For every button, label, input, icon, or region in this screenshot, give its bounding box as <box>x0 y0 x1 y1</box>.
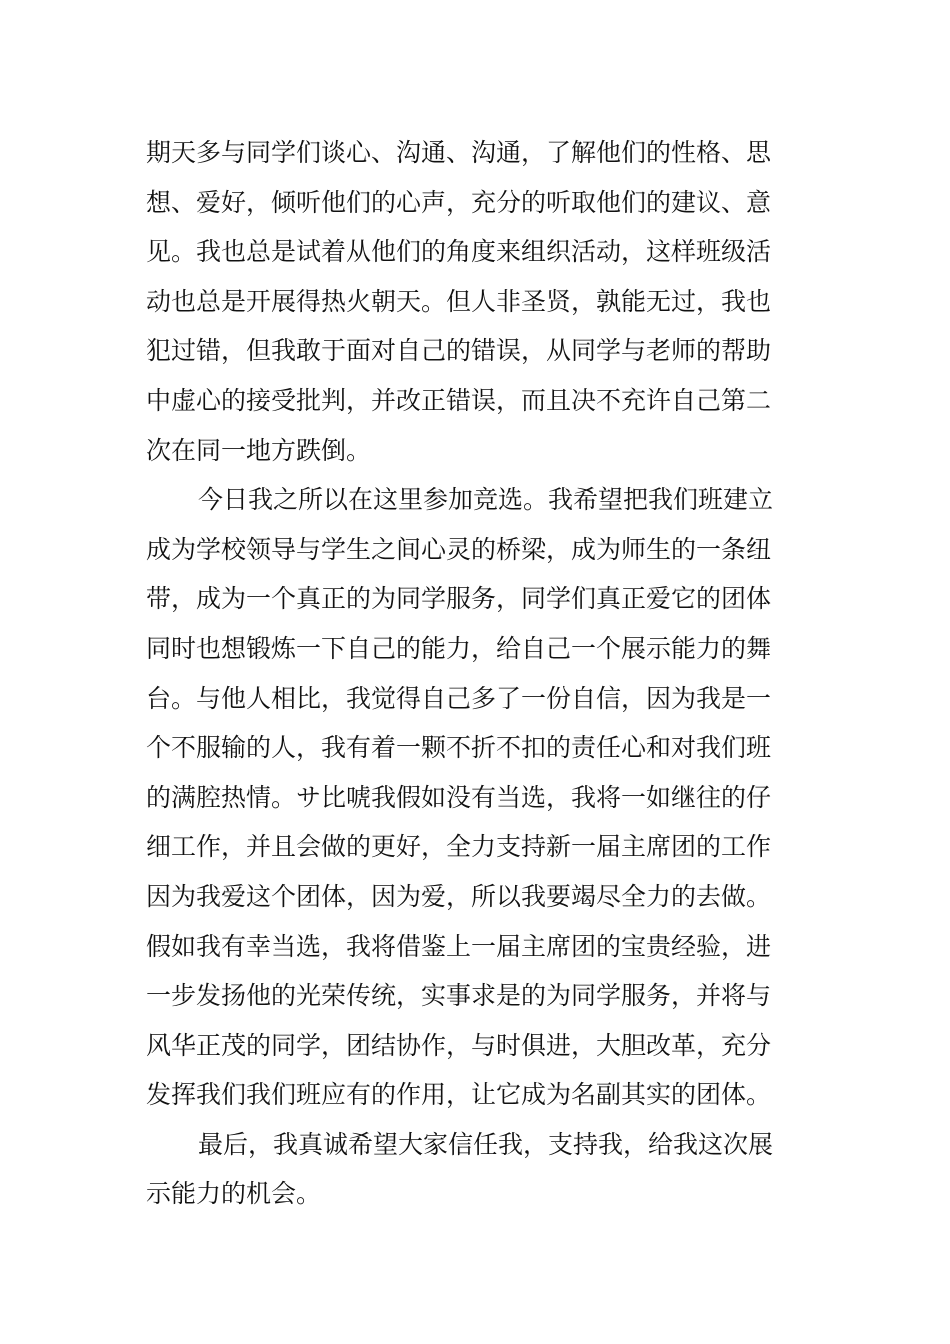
document-page <box>146 128 806 1219</box>
text-line: 台。与他人相比，我觉得自己多了一份自信，因为我是一 <box>146 683 772 713</box>
text-line: 发挥我们我们班应有的作用，让它成为名副其实的团体。 <box>146 1080 772 1110</box>
text-line: 期天多与同学们谈心、沟通、沟通，了解他们的性格、思 <box>146 138 772 167</box>
text-line: 示能力的机会。 <box>146 1179 322 1209</box>
text-line: 见。我也总是试着从他们的角度来组织活动，这样班级活 <box>146 237 772 267</box>
text-line: 次在同一地方跌倒。 <box>146 435 372 465</box>
paragraph-start-line: 最后，我真诚希望大家信任我，支持我，给我这次展 <box>198 1129 774 1159</box>
text-line: 中虚心的接受批判，并改正错误，而且决不充许自己第二 <box>146 385 772 415</box>
text-line: 带，成为一个真正的为同学服务，同学们真正爱它的团体 <box>146 584 772 614</box>
text-line: 成为学校领导与学生之间心灵的桥梁，成为师生的一条纽 <box>146 534 772 564</box>
text-line: 因为我爱这个团体，因为爱，所以我要竭尽全力的去做。 <box>146 881 772 911</box>
text-line: 一步发扬他的光荣传统，实事求是的为同学服务，并将与 <box>146 981 772 1011</box>
text-line: 想、爱好，倾听他们的心声，充分的听取他们的建议、意 <box>146 187 772 217</box>
text-line: 个不服输的人，我有着一颗不折不扣的责任心和对我们班 <box>146 733 772 763</box>
text-line: 犯过错，但我敢于面对自己的错误，从同学与老师的帮助 <box>146 336 772 366</box>
paragraph-start-line: 今日我之所以在这里参加竞选。我希望把我们班建立 <box>198 485 774 515</box>
text-line: 的满腔热情。サ比唬我假如没有当选，我将一如继往的仔 <box>146 782 772 812</box>
text-line: 细工作，并且会做的更好，全力支持新一届主席团的工作 <box>146 832 772 862</box>
text-line: 动也总是开展得热火朝天。但人非圣贤，孰能无过，我也 <box>146 286 772 316</box>
text-line: 同时也想锻炼一下自己的能力，给自己一个展示能力的舞 <box>146 633 772 663</box>
text-line: 假如我有幸当选，我将借鉴上一届主席团的宝贵经验，进 <box>146 931 772 961</box>
text-line: 风华正茂的同学，团结协作，与时俱进，大胆改革，充分 <box>146 1030 772 1060</box>
